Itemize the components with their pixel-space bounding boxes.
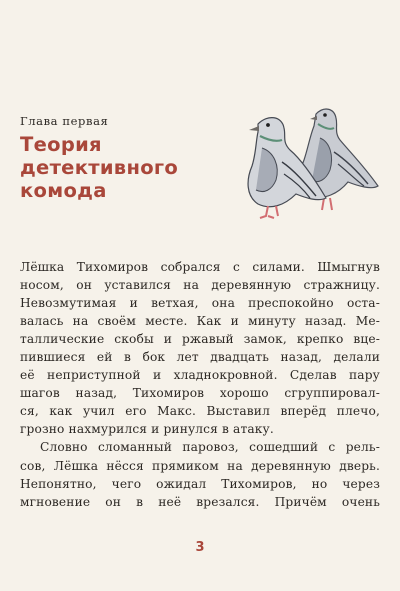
body-line: Непонятно, чего ожидал Тихомиров, но через bbox=[20, 476, 380, 491]
body-line: мгновение он в неё врезался. Причём очень bbox=[20, 494, 380, 509]
body-line: Невозмутимая и ветхая, она преспокойно оста- bbox=[20, 296, 380, 311]
body-line: шагов назад, Тихомиров хорошо сгруппировал- bbox=[20, 386, 380, 401]
body-line: Словно сломанный паровоз, сошедший с рель- bbox=[40, 440, 380, 455]
body-line: Лёшка Тихомиров собрался с силами. Шмыгнув bbox=[20, 260, 380, 274]
chapter-title-line-3: комода bbox=[20, 179, 107, 202]
body-line: грозно нахмурился и ринулся в атаку. bbox=[20, 422, 274, 437]
body-line: валась на своём месте. Как и минуту назад. Ме- bbox=[20, 314, 380, 329]
body-line: ся, как учил его Макс. Выставил вперёд плечо, bbox=[20, 404, 380, 419]
chapter-title-line-2: детективного bbox=[20, 156, 179, 179]
body-line: таллические скобы и ржавый замок, крепко вце- bbox=[20, 332, 380, 347]
body-line: её неприступной и хладнокровной. Сделав пару bbox=[20, 368, 380, 383]
chapter-title-line-1: Теория bbox=[20, 133, 102, 156]
body-line: носом, он уставился на деревянную стражницу. bbox=[20, 278, 380, 293]
pigeons-illustration bbox=[238, 94, 388, 224]
body-line: пившиеся ей в бок лет двадцать назад, делали bbox=[20, 350, 380, 365]
chapter-title bbox=[20, 133, 178, 202]
chapter-label: Глава первая bbox=[20, 114, 109, 128]
body-line: сов, Лёшка нёсся прямиком на деревянную дверь. bbox=[20, 458, 380, 473]
body-text bbox=[20, 258, 380, 511]
page-number: 3 bbox=[195, 540, 205, 555]
